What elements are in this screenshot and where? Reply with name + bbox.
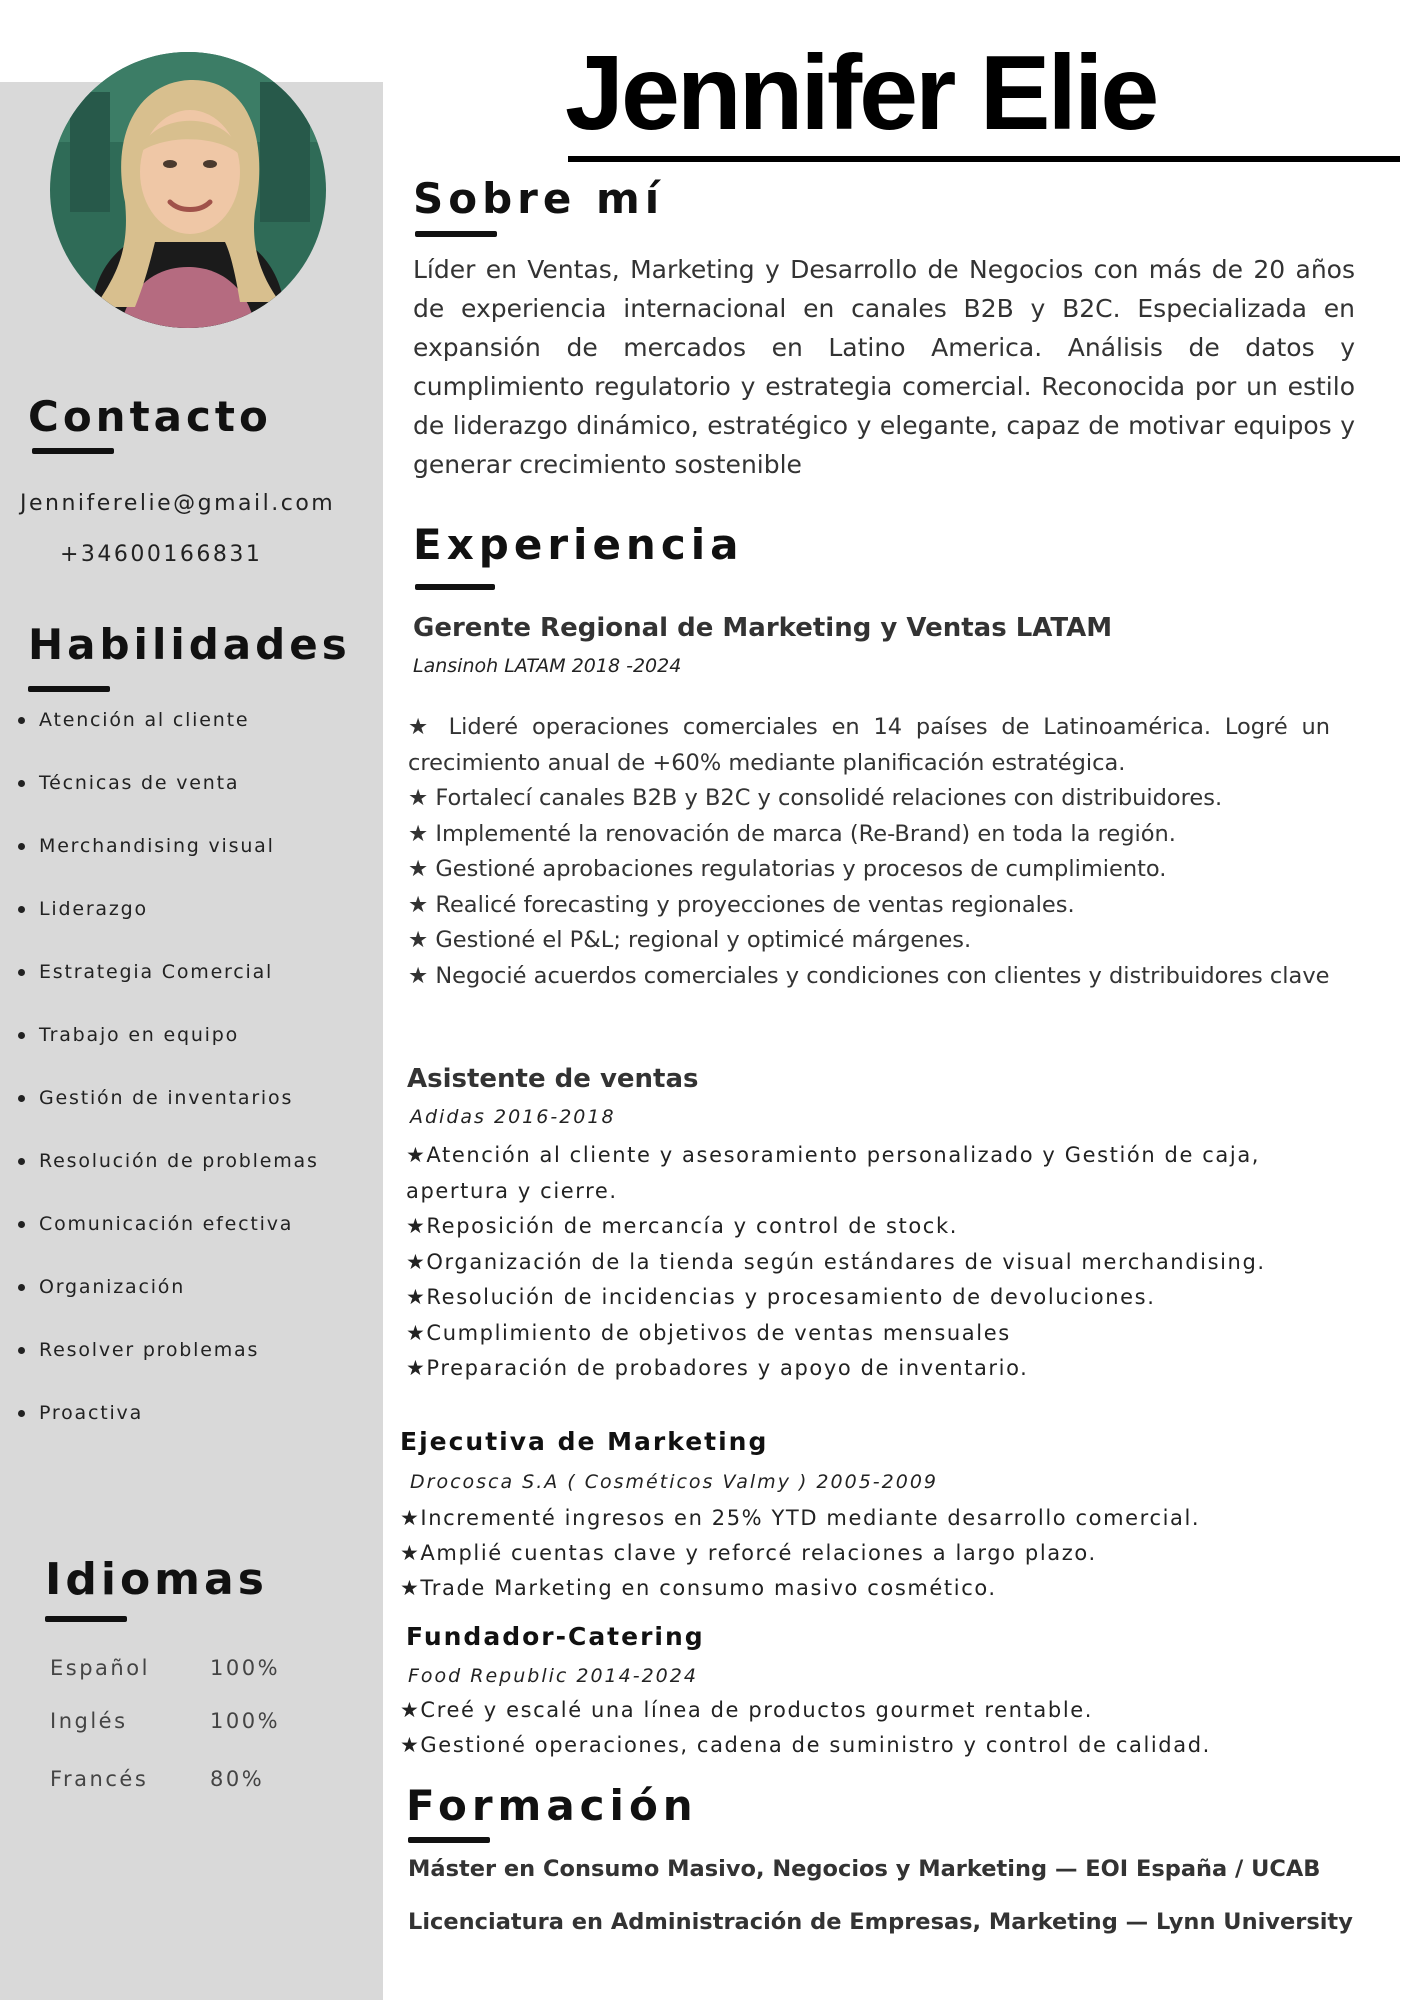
job-title: Gerente Regional de Marketing y Ventas LATAM — [413, 613, 1113, 643]
skill-label: Técnicas de venta — [39, 772, 240, 794]
bullet-icon — [18, 1410, 25, 1417]
education-underline — [408, 1837, 490, 1843]
job-bullet: ★Reposición de mercancía y control de stock. — [406, 1214, 958, 1238]
bullet-icon — [18, 906, 25, 913]
job-bullet: ★ Lideré operaciones comerciales en 14 países de Latinoamérica. Logré un crecimiento anual de +60% mediante planificación estratégica. — [408, 714, 1330, 776]
language-name: Inglés — [50, 1709, 128, 1733]
job-title: Asistente de ventas — [407, 1064, 699, 1094]
contact-email[interactable]: Jenniferelie@gmail.com — [20, 491, 336, 516]
about-heading: Sobre mí — [413, 174, 665, 223]
job-bullet: ★Atención al cliente y asesoramiento personalizado y Gestión de caja, — [406, 1143, 1261, 1167]
bullet-icon — [18, 843, 25, 850]
job-bullet: ★Creé y escalé una línea de productos gourmet rentable. — [400, 1698, 1094, 1722]
education-heading: Formación — [406, 1781, 698, 1830]
job-bullet: ★Resolución de incidencias y procesamiento de devoluciones. — [406, 1285, 1156, 1309]
language-name: Francés — [50, 1767, 149, 1791]
job-meta: Food Republic 2014-2024 — [408, 1665, 698, 1687]
languages-heading: Idiomas — [45, 1554, 268, 1605]
portrait-photo — [50, 52, 326, 328]
skill-label: Estrategia Comercial — [39, 961, 274, 983]
list-item — [18, 960, 378, 1023]
skill-label: Gestión de inventarios — [39, 1087, 294, 1109]
skill-label: Resolución de problemas — [39, 1150, 319, 1172]
title-rule — [568, 156, 1400, 162]
contact-heading: Contacto — [28, 392, 272, 441]
job-bullets — [408, 710, 1330, 994]
language-level: 100% — [210, 1709, 281, 1733]
job-bullets — [400, 1501, 1200, 1606]
education-item: Licenciatura en Administración de Empresas, Marketing — Lynn University — [408, 1909, 1353, 1935]
skill-label: Merchandising visual — [39, 835, 275, 857]
language-level: 80% — [210, 1767, 265, 1791]
about-text: Líder en Ventas, Marketing y Desarrollo de Negocios con más de 20 años de experiencia internacional en canales B2B y B2C. Especializada en expansión de mercados en Latino America. Análisis de datos y cumplimiento regulatorio y estrategia comercial. Reconocida por un estilo de liderazgo dinámico, estratégico y elegante, capaz de motivar equipos y generar crecimiento sostenible — [413, 255, 1355, 479]
job-meta: Drocosca S.A ( Cosméticos Valmy ) 2005-2009 — [410, 1471, 938, 1493]
job-bullet: ★Cumplimiento de objetivos de ventas mensuales — [406, 1320, 1011, 1345]
list-item — [18, 897, 378, 960]
list-item — [18, 1149, 378, 1212]
list-item — [18, 1212, 378, 1275]
job-title: Fundador-Catering — [406, 1622, 705, 1651]
list-item — [18, 708, 378, 771]
job-bullet: apertura y cierre. — [406, 1178, 618, 1203]
bullet-icon — [18, 1284, 25, 1291]
job-bullet: ★Preparación de probadores y apoyo de inventario. — [406, 1356, 1029, 1380]
language-row — [50, 1656, 350, 1680]
job-bullet: ★ Realicé forecasting y proyecciones de ventas regionales. — [408, 891, 1075, 918]
language-row — [50, 1767, 350, 1791]
skill-label: Atención al cliente — [39, 709, 250, 731]
list-item — [18, 834, 378, 897]
job-bullet: ★ Negocié acuerdos comerciales y condiciones con clientes y distribuidores clave — [408, 962, 1330, 989]
job-bullet: ★Trade Marketing en consumo masivo cosmético. — [400, 1576, 997, 1600]
list-item — [18, 1023, 378, 1086]
list-item — [18, 771, 378, 834]
bullet-icon — [18, 1158, 25, 1165]
bullet-icon — [18, 1347, 25, 1354]
job-meta: Lansinoh LATAM 2018 -2024 — [413, 655, 682, 677]
experience-underline — [415, 584, 495, 590]
bullet-icon — [18, 1032, 25, 1039]
job-bullet: ★ Gestioné aprobaciones regulatorias y procesos de cumplimiento. — [408, 856, 1167, 882]
job-bullets — [400, 1693, 1211, 1763]
list-item — [18, 1275, 378, 1338]
contact-phone[interactable]: +34600166831 — [60, 542, 263, 567]
education-item: Máster en Consumo Masivo, Negocios y Marketing — EOI España / UCAB — [408, 1856, 1321, 1882]
languages-underline — [45, 1616, 127, 1622]
job-bullet: ★ Fortalecí canales B2B y B2C y consolidé relaciones con distribuidores. — [408, 785, 1223, 811]
about-underline — [415, 231, 497, 237]
skills-list — [18, 708, 378, 1464]
skill-label: Organización — [39, 1276, 186, 1298]
job-bullets — [406, 1138, 1266, 1387]
job-meta: Adidas 2016-2018 — [410, 1106, 616, 1128]
bullet-icon — [18, 1095, 25, 1102]
job-bullet: ★Amplié cuentas clave y reforcé relaciones a largo plazo. — [400, 1541, 1097, 1565]
job-bullet: ★Organización de la tienda según estándares de visual merchandising. — [406, 1249, 1266, 1274]
bullet-icon — [18, 717, 25, 724]
list-item — [18, 1086, 378, 1149]
language-name: Español — [50, 1656, 150, 1680]
skill-label: Trabajo en equipo — [39, 1024, 240, 1046]
skill-label: Liderazgo — [39, 898, 148, 920]
job-bullet: ★Gestioné operaciones, cadena de suministro y control de calidad. — [400, 1733, 1211, 1757]
skills-heading: Habilidades — [28, 620, 351, 669]
bullet-icon — [18, 780, 25, 787]
job-bullet: ★ Gestioné el P&L; regional y optimicé márgenes. — [408, 927, 972, 953]
bullet-icon — [18, 969, 25, 976]
experience-heading: Experiencia — [413, 520, 744, 569]
skills-underline — [28, 686, 110, 692]
skill-label: Comunicación efectiva — [39, 1213, 294, 1235]
contact-underline — [32, 448, 114, 454]
language-row — [50, 1709, 350, 1733]
job-title: Ejecutiva de Marketing — [400, 1427, 769, 1456]
job-bullet: ★Incrementé ingresos en 25% YTD mediante desarrollo comercial. — [400, 1506, 1201, 1530]
bullet-icon — [18, 1221, 25, 1228]
skill-label: Proactiva — [39, 1402, 144, 1424]
skill-label: Resolver problemas — [39, 1339, 260, 1361]
list-item — [18, 1338, 378, 1401]
language-level: 100% — [210, 1656, 281, 1680]
profile-photo — [50, 52, 326, 328]
list-item — [18, 1401, 378, 1464]
job-bullet: ★ Implementé la renovación de marca (Re-Brand) en toda la región. — [408, 820, 1176, 847]
page-title: Jennifer Elie — [565, 34, 1157, 152]
